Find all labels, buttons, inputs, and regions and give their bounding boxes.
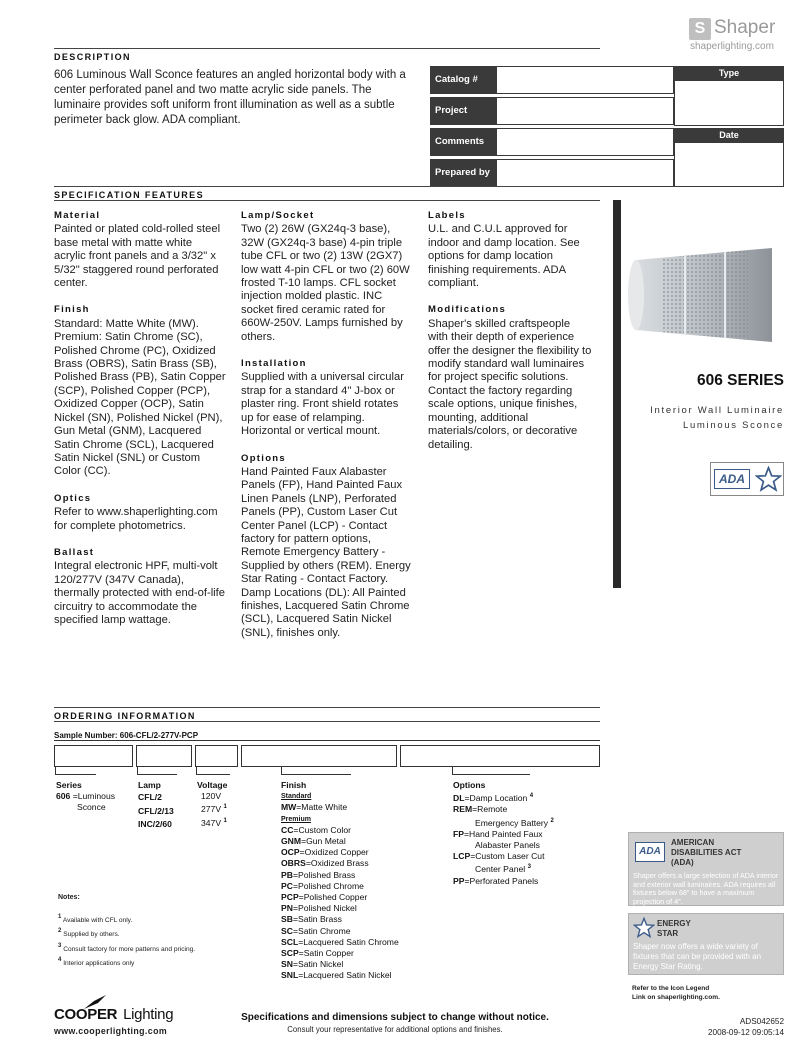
labels-text: U.L. and C.U.L approved for indoor and damp location. See options for damp location finishing requirements. ADA compliant. — [428, 223, 580, 290]
comments-field[interactable] — [496, 128, 674, 156]
option-item-cont — [453, 840, 603, 851]
notes-list — [58, 912, 195, 970]
note-text: Available with CFL only. — [62, 916, 133, 924]
option-code: LCP — [453, 851, 471, 862]
finish-item — [281, 836, 446, 847]
note-item — [58, 955, 195, 970]
series-code-box[interactable] — [54, 745, 133, 767]
lighting-word: Lighting — [123, 1006, 174, 1023]
comments-label: Comments — [430, 128, 496, 156]
ada-info-text: Shaper offers a large selection of ADA interior and exterior wall luminaires. ADA requires all fixtures below 68" to have a maximum projection of 4". — [633, 871, 779, 906]
document-id: ADS042652 — [739, 1017, 784, 1026]
notes-title: Notes: — [58, 894, 80, 901]
note-number: 4 — [58, 957, 62, 963]
option-item — [453, 791, 603, 804]
note-number: 1 — [58, 913, 62, 920]
finish-name: =Satin Nickel — [292, 959, 344, 970]
option-name-cont: Center Panel — [475, 864, 526, 875]
option-code: REM — [453, 804, 473, 815]
finish-code: SCL — [281, 936, 299, 947]
series-title: 606 SERIES — [696, 372, 784, 389]
ada-info-badge-icon: ADA — [635, 842, 665, 862]
option-item — [453, 829, 603, 840]
lamp-leader-h — [137, 774, 177, 775]
note-text: Interior applications only — [63, 960, 135, 967]
note-text: Supplied by others. — [63, 931, 120, 938]
finish-premium-list — [281, 825, 446, 982]
finish-text: Standard: Matte White (MW). Premium: Satin Chrome (SC), Polished Chrome (PC), Oxidized Brass (OBRS), Satin Brass (SB), Polished Brass (PB), Satin Copper (SCP), Polished Copper (PCP), Oxidized Copper (OCP), Satin Nickel (SN), Polished Nickel (PN), Gun Metal (GNM), Lacquered Satin Chrome (SCL), Lacquered Satin Nickel (SNL) or Custom Color (CC). — [54, 317, 226, 478]
series-column — [56, 780, 134, 814]
finish-item — [281, 926, 446, 937]
option-name-cont: Emergency Battery — [475, 817, 549, 828]
material-title: Material — [54, 210, 101, 221]
cooper-lighting-logo — [54, 1006, 173, 1023]
finish-item — [281, 914, 446, 925]
ordering-rule — [54, 707, 600, 708]
finish-item — [281, 825, 446, 836]
option-name: =Perforated Panels — [464, 875, 539, 886]
option-code: DL — [453, 793, 465, 804]
ada-badge-icon: ADA — [714, 469, 750, 489]
finish-code: PC — [281, 880, 293, 891]
type-label: Type — [674, 66, 784, 80]
finish-code: OCP — [281, 847, 300, 858]
series-subtitle-line2: Luminous Sconce — [682, 420, 784, 431]
option-name: =Damp Location — [464, 793, 528, 804]
finish-item — [281, 959, 446, 970]
finish-item — [281, 858, 446, 869]
finish-code: SB — [281, 914, 293, 925]
ordering-rule-lower — [54, 721, 600, 722]
voltage-item: 347V $^1$ — [201, 817, 227, 828]
finish-name: =Matte White — [296, 802, 348, 813]
options-list — [453, 791, 603, 887]
finish-column — [281, 780, 446, 982]
description-rule — [54, 48, 600, 49]
finish-code: CC — [281, 824, 294, 835]
note-number: 2 — [58, 928, 62, 934]
footer-subtext: Consult your representative for additional options and finishes. — [287, 1025, 503, 1034]
modifications-title: Modifications — [428, 304, 507, 316]
series-col-title: Series — [56, 780, 82, 790]
footer-disclaimer: Specifications and dimensions subject to change without notice. — [241, 1012, 549, 1023]
spec-heading: SPECIFICATION FEATURES — [54, 190, 204, 200]
options-title: Options — [241, 452, 286, 464]
finish-code: PCP — [281, 892, 299, 903]
finish-code: MW — [281, 802, 297, 813]
voltage-col-title: Voltage — [197, 780, 228, 790]
finish-title: Finish — [54, 304, 90, 316]
finish-item — [281, 903, 446, 914]
cooper-url[interactable]: www.cooperlighting.com — [54, 1026, 168, 1036]
voltage-item: 120V — [201, 791, 222, 802]
sconce-product-image — [622, 230, 784, 360]
series-subtitle — [622, 403, 784, 433]
finish-name: =Lacquered Satin Nickel — [298, 970, 392, 981]
shaper-url: shaperlighting.com — [690, 41, 774, 52]
description-heading: DESCRIPTION — [54, 52, 131, 62]
project-field[interactable] — [496, 97, 674, 125]
finish-leader-h — [281, 774, 351, 775]
date-field[interactable] — [674, 142, 784, 187]
finish-code: SN — [281, 959, 293, 970]
spec-rule — [54, 186, 600, 187]
finish-code: SCP — [281, 948, 299, 959]
option-item — [453, 804, 603, 815]
lamp-col-title: Lamp — [138, 780, 161, 790]
finish-name: =Satin Chrome — [292, 925, 351, 936]
voltage-column — [197, 780, 241, 829]
finish-code: SC — [281, 925, 293, 936]
finish-code: GNM — [281, 836, 302, 847]
lamp-socket-title: Lamp/Socket — [241, 210, 315, 221]
voltage-item: 277V $^1$ — [201, 804, 227, 815]
ballast-title: Ballast — [54, 546, 95, 558]
ada-energy-badges — [710, 462, 784, 496]
material-text: Painted or plated cold-rolled steel base metal with matte white acrylic front panels and a 3/32" x 5/32" staggered round perforated center. — [54, 223, 221, 290]
prepared-by-field[interactable] — [496, 159, 674, 187]
options-column — [453, 780, 603, 887]
finish-standard-list — [281, 802, 446, 813]
description-text: 606 Luminous Wall Sconce features an angled horizontal body with a center perforated panel and two matte acrylic side panels. The luminaire provides soft uniform front illumination as well as a subtle perimeter back glow. ADA compliant. — [54, 69, 406, 126]
finish-item — [281, 937, 446, 948]
cooper-word: COOPER — [54, 1006, 118, 1023]
option-note-ref: 3 — [527, 864, 531, 871]
options-text: Hand Painted Faux Alabaster Panels (FP), Hand Painted Faux Linen Panels (LNP), Perforated Panels (PP), Custom Laser Cut Center Panel (LCP) - Contact factory for pattern options, Remote Emergency Battery - Supplied by others (REM). Energy Star Rating - Contact Factory. Damp Locations (DL): All Painted finishes, Lacquered Satin Chrome (SCL), Lacquered Satin Nickel (SNL), finishes only. — [241, 465, 411, 639]
ada-info-title: AMERICAN DISABILITIES ACT (ADA) — [671, 838, 742, 867]
modifications-text: Shaper's skilled craftspeople with their depth of experience offer the designer the flexibility to modify standard wall luminaires for project specific solutions. Contact the factory regarding scale options, unique finishes, mounting, additional materials/colors, or decorative detailing. — [428, 317, 592, 451]
finish-col-title: Finish — [281, 780, 307, 790]
energy-info-box — [628, 913, 784, 975]
note-number: 3 — [58, 942, 62, 949]
shaper-logo-name: Shaper — [714, 17, 776, 38]
option-code: FP — [453, 828, 464, 839]
energy-star-icon — [755, 466, 782, 493]
labels-title: Labels — [428, 210, 466, 221]
energy-info-star-icon — [633, 917, 655, 939]
finish-item — [281, 970, 446, 981]
lamp-item: INC/2/60 — [138, 819, 172, 829]
icon-legend-note — [632, 985, 720, 1002]
spec-column-3 — [428, 209, 592, 465]
document-date: 2008-09-12 09:05:14 — [707, 1028, 784, 1037]
installation-text: Supplied with a universal circular strap for a standard 4" J-box or plaster ring. Front shield rotates up for ease of relamping. Horizontal or vertical mount. — [241, 371, 404, 438]
series-subtitle-line1: Interior Wall Luminaire — [650, 405, 784, 416]
lamp-item: CFL/2/13 — [138, 805, 174, 816]
finish-name: =Oxidized Brass — [305, 858, 369, 869]
sample-rule — [54, 740, 600, 741]
note-item — [58, 941, 195, 956]
installation-title: Installation — [241, 358, 307, 370]
voltage-code-box[interactable] — [195, 745, 238, 767]
icon-legend-line1: Refer to the Icon Legend — [632, 985, 710, 992]
project-label: Project — [430, 97, 496, 125]
finish-name: =Satin Brass — [292, 914, 342, 925]
option-item-cont — [453, 816, 603, 829]
finish-name: =Polished Brass — [292, 869, 356, 880]
optics-text: Refer to www.shaperlighting.com for complete photometrics. — [54, 506, 218, 532]
finish-item — [281, 802, 446, 813]
ordering-heading: ORDERING INFORMATION — [54, 711, 196, 721]
lamp-code-box[interactable] — [136, 745, 192, 767]
document-code — [650, 1016, 784, 1038]
option-item — [453, 851, 603, 862]
finish-name: =Lacquered Satin Chrome — [298, 936, 399, 947]
series-desc: =Luminous — [72, 791, 116, 802]
lamp-column — [138, 780, 194, 832]
cooper-swoosh-icon — [84, 995, 106, 1009]
finish-item — [281, 892, 446, 903]
ballast-text: Integral electronic HPF, multi-volt 120/277V (347V Canada), thermally protected with end-of-life circuitry to accommodate the specified lamp wattage. — [54, 560, 225, 626]
series-code: 606 — [56, 791, 71, 802]
catalog-field[interactable] — [496, 66, 674, 94]
note-text: Consult factory for more patterns and pricing. — [63, 945, 196, 953]
options-leader-h — [452, 774, 530, 775]
finish-standard-label: Standard — [281, 793, 312, 801]
finish-code: PB — [281, 869, 293, 880]
options-col-title: Options — [453, 780, 486, 790]
option-item — [453, 876, 603, 887]
option-code: PP — [453, 875, 465, 886]
prepared-by-label: Prepared by — [430, 159, 496, 187]
catalog-label: Catalog # — [430, 66, 496, 94]
product-panel-bar — [613, 200, 621, 588]
option-note-ref: 2 — [550, 817, 554, 824]
option-name: =Remote — [472, 804, 508, 815]
finish-name: =Oxidized Copper — [299, 847, 369, 858]
lamp-socket-text: Two (2) 26W (GX24q-3 base), 32W (GX24q-3 base) 4-pin triple tube CFL or two (2) 13W (2GX7) low watt 4-pin CFL or two (2) 60W frosted T-10 lamps. CFL socket injection molded plastic. INC socket fired ceramic rated for 660W-250V. Lamps furnished by others. — [241, 223, 410, 343]
spec-column-2 — [241, 209, 413, 653]
option-name-cont: Alabaster Panels — [475, 840, 540, 851]
date-label: Date — [674, 128, 784, 142]
finish-item — [281, 870, 446, 881]
option-name: =Hand Painted Faux — [463, 828, 543, 839]
option-item-cont — [453, 862, 603, 875]
finish-name: =Polished Copper — [298, 892, 368, 903]
series-desc-cont: Sconce — [77, 802, 106, 813]
ada-info-box — [628, 832, 784, 906]
finish-name: =Polished Chrome — [292, 880, 364, 891]
note-item — [58, 912, 195, 927]
finish-code-box[interactable] — [241, 745, 397, 767]
spec-column-1 — [54, 209, 226, 640]
voltage-leader-h — [196, 774, 230, 775]
note-item — [58, 926, 195, 941]
energy-info-text: Shaper now offers a wide variety of fixtures that can be provided with an Energy Star Rating. — [633, 942, 762, 971]
finish-item — [281, 847, 446, 858]
option-note-ref: 4 — [529, 793, 534, 800]
options-code-box[interactable] — [400, 745, 600, 767]
type-field[interactable] — [674, 80, 784, 126]
finish-name: =Custom Color — [293, 824, 351, 835]
optics-title: Optics — [54, 492, 92, 504]
finish-name: =Satin Copper — [298, 948, 354, 959]
option-name: =Custom Laser Cut — [470, 851, 545, 862]
notes — [58, 893, 195, 970]
finish-name: =Polished Nickel — [292, 903, 357, 914]
finish-premium-label: Premium — [281, 815, 311, 823]
finish-name: =Gun Metal — [301, 836, 346, 847]
finish-item — [281, 948, 446, 959]
spec-rule-lower — [54, 200, 600, 201]
finish-code: OBRS — [281, 858, 306, 869]
sample-number: Sample Number: 606-CFL/2-277V-PCP — [54, 731, 199, 740]
finish-code: PN — [281, 903, 293, 914]
finish-item — [281, 881, 446, 892]
series-leader-h — [55, 774, 96, 775]
shaper-logo-icon: S — [689, 18, 711, 40]
lamp-item: CFL/2 — [138, 792, 162, 802]
icon-legend-line2: Link on shaperlighting.com. — [632, 993, 720, 1001]
finish-code: SNL — [281, 970, 299, 981]
energy-info-title: ENERGY STAR — [657, 919, 691, 938]
